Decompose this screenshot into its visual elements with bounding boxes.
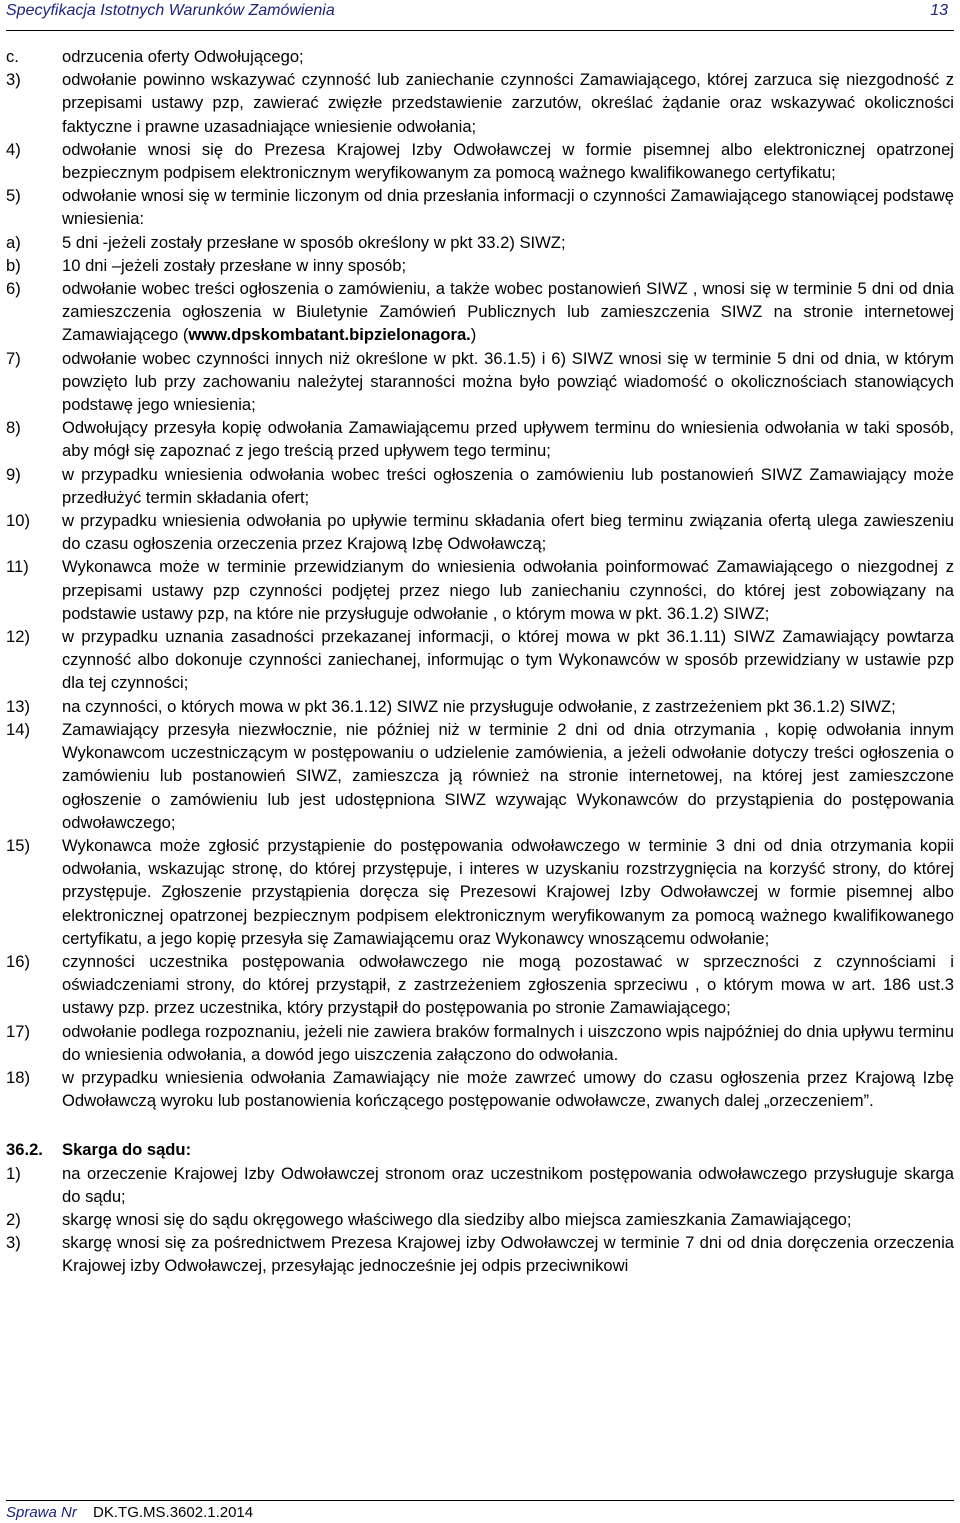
item-number: c.	[6, 47, 19, 66]
page-number: 13	[930, 2, 948, 19]
item-number: 7)	[6, 348, 21, 368]
item-number: 9)	[6, 464, 21, 484]
list-item	[6, 695, 954, 718]
list-item	[6, 254, 954, 277]
item-number: 16)	[6, 951, 30, 971]
item-text: odrzucenia oferty Odwołującego;	[62, 47, 304, 66]
item-text: na orzeczenie Krajowej Izby Odwoławczej stronom oraz uczestnikom postępowania odwoławczego przysługuje skarga do sądu;	[62, 1163, 954, 1206]
item-text: 5 dni -jeżeli zostały przesłane w sposób określony w pkt 33.2) SIWZ;	[62, 232, 566, 252]
list-item	[6, 834, 954, 950]
item-text: Wykonawca może w terminie przewidzianym do wniesienia odwołania poinformować Zamawiającego o niezgodnej z przepisami ustawy pzp czynności podjętej przez niego lub zaniechaniu czynności, do której jest zobowiązany na podstawie ustawy pzp, na które nie przysługuje odwołanie , o którym mowa w pkt. 36.1.2) SIWZ;	[62, 557, 954, 623]
item-text: Odwołujący przesyła kopię odwołania Zamawiającemu przed upływem terminu do wniesienia odwołania w taki sposób, aby mógł się zapoznać z jego treścią przed upływem tego terminu;	[62, 418, 954, 461]
page-header	[6, 0, 954, 31]
list-item	[6, 625, 954, 695]
list-item	[6, 1208, 954, 1231]
item-number: 8)	[6, 418, 21, 438]
list-item	[6, 231, 954, 254]
list-item	[6, 463, 954, 509]
section-heading	[6, 1138, 954, 1161]
item-text: 10 dni –jeżeli zostały przesłane w inny sposób;	[62, 255, 407, 275]
list-item	[6, 1020, 954, 1066]
list-item	[6, 184, 954, 230]
appeal-list	[6, 45, 954, 1112]
item-text: odwołanie wobec treści ogłoszenia o zamówieniu, a także wobec postanowień SIWZ , wnosi się w terminie 5 dni od dnia zamieszczenia ogłoszenia w Biuletynie Zamówień Publicznych lub zamieszczenia SIWZ na stronie internetowej Zamawiającego (	[62, 279, 954, 345]
item-text: Zamawiający przesyła niezwłocznie, nie później niż w terminie 2 dni od dnia otrzymania , kopię odwołania innym Wykonawcom uczestniczącym w postępowaniu o udzielenie zamówienia, a jeżeli odwołanie dotyczy treści ogłoszenia o zamówieniu lub postanowień SIWZ, zamieszcza ją również na stronie internetowej, na której jest zamieszczone ogłoszenie o zamówieniu lub jest udostępniona SIWZ wzywając Wykonawców do przystąpienia do postępowania odwoławczego;	[62, 719, 954, 832]
case-label: Sprawa Nr	[6, 1504, 77, 1521]
item-number: 11)	[6, 557, 29, 577]
item-number: 5)	[6, 186, 21, 206]
item-text-tail: )	[470, 325, 477, 345]
document-body	[6, 45, 954, 1278]
case-reference: DK.TG.MS.3602.1.2014	[93, 1504, 254, 1521]
item-text: w przypadku wniesienia odwołania wobec treści ogłoszenia o zamówieniu lub postanowień SIWZ Zamawiający może przedłużyć termin składania ofert;	[62, 464, 954, 507]
item-text: Wykonawca może zgłosić przystąpienie do postępowania odwoławczego w terminie 3 dni od dnia otrzymania kopii odwołania, wskazując stronę, do której przystępuje, i interes w uzyskaniu rozstrzygnięcia na korzyść strony, do której przystępuje. Zgłoszenie przystąpienia doręcza się Prezesowi Krajowej Izby Odwoławczej w formie pisemnej albo elektronicznej opatrzonej bezpiecznym podpisem elektronicznym weryfikowanym za pomocą ważnego kwalifikowanego certyfikatu, a jego kopię przesyła się Zamawiającemu oraz Wykonawcy wnoszącemu odwołanie;	[62, 835, 954, 948]
list-item	[6, 347, 954, 417]
list-item	[6, 138, 954, 184]
list-item	[6, 68, 954, 138]
item-number: 1)	[6, 1163, 21, 1183]
list-item	[6, 45, 954, 68]
item-text: odwołanie wnosi się w terminie liczonym od dnia przesłania informacji o czynności Zamawiającego stanowiącej podstawę wniesienia:	[62, 186, 954, 229]
item-number: b)	[6, 255, 21, 275]
item-number: 6)	[6, 279, 21, 299]
page-footer	[6, 1500, 954, 1521]
item-number: 14)	[6, 719, 30, 739]
item-text: odwołanie podlega rozpoznaniu, jeżeli nie zawiera braków formalnych i uiszczono wpis najpóźniej do dnia upływu terminu do wniesienia odwołania, a dowód jego uiszczenia załączono do odwołania.	[62, 1021, 954, 1064]
item-text: skargę wnosi się za pośrednictwem Prezesa Krajowej izby Odwoławczej w terminie 7 dni od dnia doręczenia orzeczenia Krajowej izby Odwoławczej, przesyłając jednocześnie jej odpis przeciwnikowi	[62, 1233, 954, 1276]
item-text: czynności uczestnika postępowania odwoławczego nie mogą pozostawać w sprzeczności z czynnościami i oświadczeniami strony, do której przystąpił, z zastrzeżeniem zgłoszenia sprzeciwu , o którym mowa w art. 186 ust.3 ustawy pzp. przez uczestnika, który przystąpił do postępowania po stronie Zamawiającego;	[62, 951, 954, 1018]
list-item	[6, 1066, 954, 1112]
item-number: a)	[6, 232, 21, 252]
item-number: 3)	[6, 70, 21, 90]
section-number: 36.2.	[6, 1140, 43, 1160]
spacer	[6, 1112, 954, 1138]
website-link: www.dpskombatant.bipzielonagora.	[188, 325, 471, 345]
item-text: odwołanie wobec czynności innych niż określone w pkt. 36.1.5) i 6) SIWZ wnosi się w terminie 5 dni od dnia, w którym powzięto lub przy zachowaniu należytej staranności można było powziąć wiadomość o okolicznościach stanowiących podstawę jego wniesienia;	[62, 348, 954, 415]
list-item	[6, 416, 954, 462]
item-number: 4)	[6, 139, 21, 159]
item-number: 2)	[6, 1209, 21, 1229]
item-text: w przypadku wniesienia odwołania Zamawiający nie może zawrzeć umowy do czasu ogłoszenia przez Krajową Izbę Odwoławczą wyroku lub postanowienia kończącego postępowanie odwoławcze, zwanych dalej „orzeczeniem”.	[62, 1067, 954, 1111]
item-text: w przypadku uznania zasadności przekazanej informacji, o której mowa w pkt 36.1.11) SIWZ Zamawiający powtarza czynność albo dokonuje czynności zaniechanej, informując o tym Wykonawców w sposób przewidziany w ustawie pzp dla tej czynności;	[62, 627, 954, 693]
list-item	[6, 509, 954, 555]
item-number: 3)	[6, 1233, 21, 1253]
item-text: skargę wnosi się do sądu okręgowego właściwego dla siedziby albo miejsca zamieszkania Zamawiającego;	[62, 1209, 852, 1229]
item-text: odwołanie powinno wskazywać czynność lub zaniechanie czynności Zamawiającego, której zarzuca się niezgodność z przepisami ustawy pzp, zawierać zwięzłe przedstawienie zarzutów, określać żądanie oraz wskazywać okoliczności faktyczne i prawne uzasadniające wniesienie odwołania;	[62, 70, 954, 136]
item-number: 10)	[6, 511, 30, 531]
item-text: w przypadku wniesienia odwołania po upływie terminu składania ofert bieg terminu związania ofertą ulega zawieszeniu do czasu ogłoszenia orzeczenia przez Krajową Izbę Odwoławczą;	[62, 511, 954, 554]
item-number: 17)	[6, 1021, 30, 1041]
item-number: 18)	[6, 1067, 30, 1087]
section-title: Skarga do sądu:	[62, 1140, 192, 1160]
item-number: 15)	[6, 835, 30, 855]
item-text: na czynności, o których mowa w pkt 36.1.12) SIWZ nie przysługuje odwołanie, z zastrzeżeniem pkt 36.1.2) SIWZ;	[62, 696, 896, 716]
list-item	[6, 1162, 954, 1208]
item-number: 13)	[6, 696, 30, 716]
document-title: Specyfikacja Istotnych Warunków Zamówienia	[6, 2, 335, 19]
list-item	[6, 277, 954, 347]
list-item	[6, 950, 954, 1020]
item-text: odwołanie wnosi się do Prezesa Krajowej Izby Odwoławczej w formie pisemnej albo elektronicznej opatrzonej bezpiecznym podpisem elektronicznym weryfikowanym za pomocą ważnego kwalifikowanego certyfikatu;	[62, 139, 954, 183]
complaint-list	[6, 1162, 954, 1278]
list-item	[6, 718, 954, 834]
list-item	[6, 1231, 954, 1277]
item-number: 12)	[6, 627, 30, 647]
list-item	[6, 555, 954, 625]
